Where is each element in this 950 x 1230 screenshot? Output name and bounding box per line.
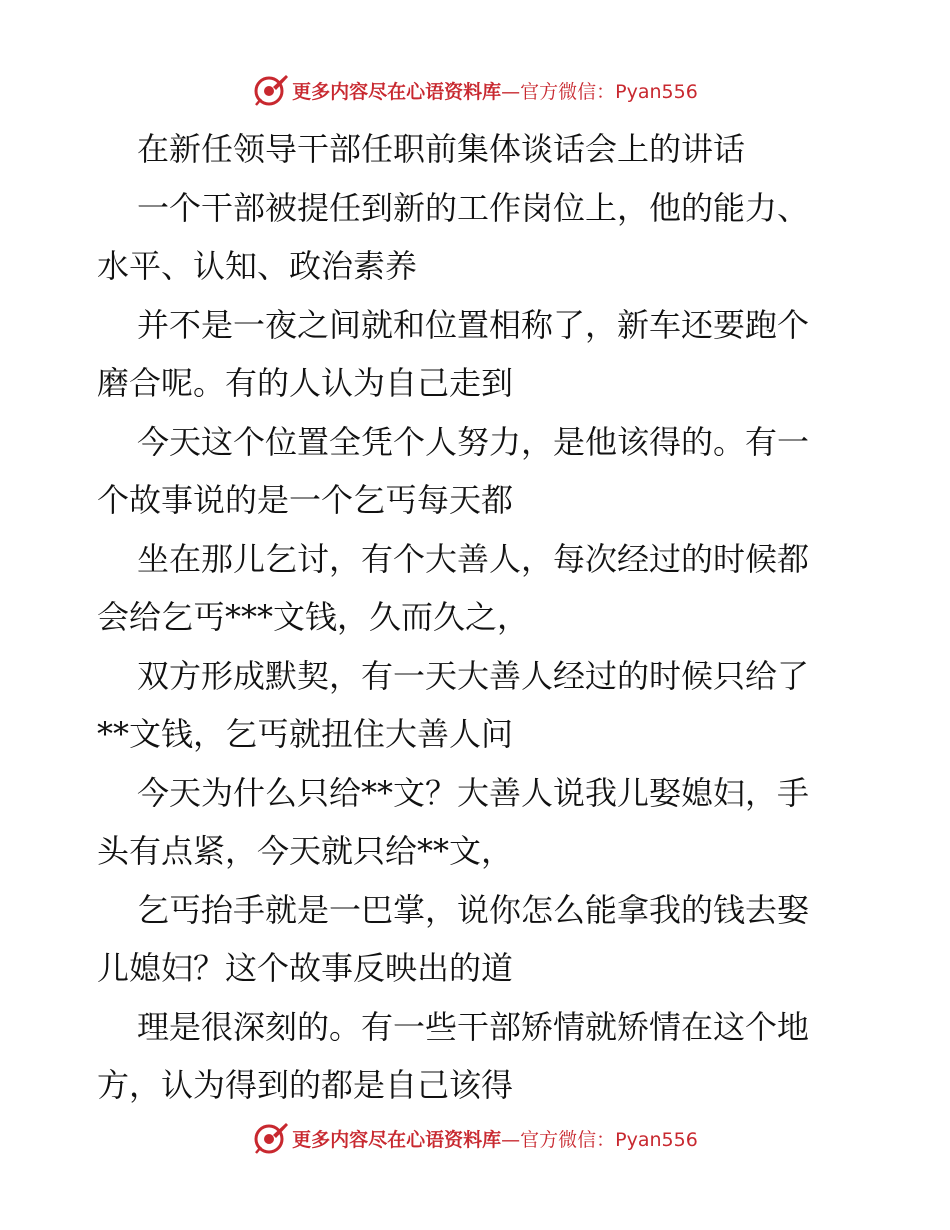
text-line: 个故事说的是一个乞丐每天都 — [97, 481, 514, 519]
text-line: 并不是一夜之间就和位置相称了，新车还要跑个 — [137, 305, 810, 344]
text-line: 今天为什么只给**文？大善人说我儿娶媳妇，手 — [137, 773, 810, 812]
text-line: 儿媳妇？这个故事反映出的道 — [97, 949, 514, 987]
text-line: **文钱，乞丐就扭住大善人问 — [97, 715, 514, 753]
text-line: 双方形成默契，有一天大善人经过的时候只给了 — [137, 656, 810, 695]
header-banner — [0, 70, 950, 110]
pen-logo-icon — [252, 72, 290, 108]
text-line: 会给乞丐***文钱，久而久之， — [97, 598, 530, 636]
footer-banner — [0, 1118, 950, 1158]
text-line: 水平、认知、政治素养 — [97, 247, 418, 285]
text-line: 一个干部被提任到新的工作岗位上，他的能力、 — [137, 188, 810, 227]
banner-text: 更多内容尽在心语资料库 — [292, 1128, 502, 1151]
text-line: 理是很深刻的。有一些干部矫情就矫情在这个地 — [137, 1007, 810, 1046]
banner-text: 更多内容尽在心语资料库 — [292, 80, 502, 103]
text-line: 方，认为得到的都是自己该得 — [97, 1066, 514, 1104]
document-body — [97, 120, 857, 1115]
text-line: 头有点紧，今天就只给**文， — [97, 832, 514, 870]
doc-title: 在新任领导干部任职前集体谈话会上的讲话 — [137, 130, 746, 168]
text-line: 乞丐抬手就是一巴掌，说你怎么能拿我的钱去娶 — [137, 890, 810, 929]
document-text — [97, 120, 857, 1115]
text-line: 今天这个位置全凭个人努力，是他该得的。有一 — [137, 422, 810, 461]
text-line: 坐在那儿乞讨，有个大善人，每次经过的时候都 — [137, 539, 810, 578]
banner-contact: —官方微信：Pyan556 — [501, 80, 698, 103]
pen-logo-icon — [252, 1120, 290, 1156]
text-line: 磨合呢。有的人认为自己走到 — [97, 364, 514, 402]
banner-contact: —官方微信：Pyan556 — [501, 1128, 698, 1151]
